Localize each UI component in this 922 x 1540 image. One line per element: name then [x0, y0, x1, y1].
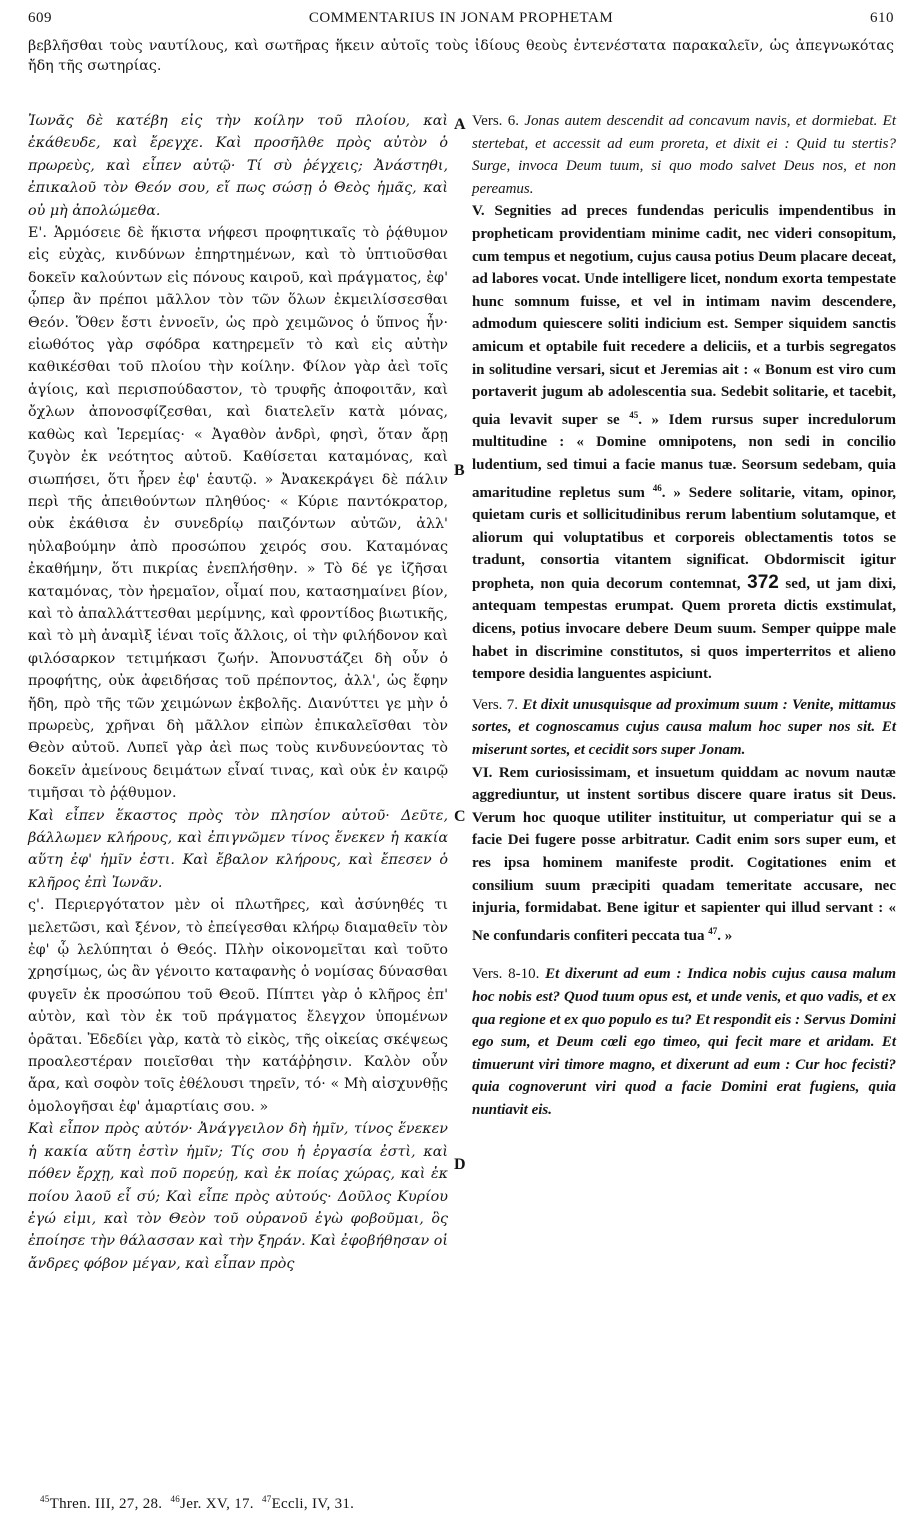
page-number-left: 609 — [28, 10, 52, 26]
section-marker-c: C — [454, 808, 466, 825]
intro-greek-text: βεβλῆσθαι τοὺς ναυτίλους, καὶ σωτῆρας ἥκειν αὐτοῖς τοὺς ἰδίους θεοὺς ἐντενέστατα παρακαλεῖν, ὡς ἀπεγνωκότας ἤδη τῆς σωτηρίας. — [28, 38, 894, 74]
footnote-ref-46: 46 — [652, 482, 662, 493]
commentary-text: V. Segnities ad preces fundendas periculis impendentibus in propheticam providentiam minime cadit, nec videri consopitum, cum tempus et negotium, cujus causa potius Deum placare deceat, ad labores vocat. Unde intelligere licet, nondum exorta tempestate hunc somnum fuisse, et vel in intimam navim descendere, admodum quiescere soliti indicium est. Semper siquidem sanctis amicum et optabile fuit recedere a deliciis, et a turbis segregatos in solitudine versari, sicut et Jeremias ait : « Bonum est viro cum portaverit jugum ab adolescentia sua. Sedebit solitarie, et tacebit, quia levavit super se — [472, 203, 896, 428]
verse-text: Et dixit unusquisque ad proximum suum : Venite, mittamus sortes, et cognoscamus cujus causa malum hoc super nos sit. Et miserunt sortes, et cecidit sors super Jonam. — [472, 696, 897, 759]
greek-column — [28, 110, 448, 1275]
latin-commentary-6 — [472, 762, 896, 948]
verse-text: Et dixerunt ad eum : Indica nobis cujus causa malum hoc nobis est? Quod tuum opus est, et unde venis, et quo vadis, et ex qua regione et ex quo populo es tu? Et respondit eis : Servus Domini ego sum, et Deum cœli ego timeo, qui fecit mare et aridam. Et timuerunt viri timore magno, et dixerunt ad eum : Cur hoc fecisti? quia cognoverunt viri quod a facie Domini erat fugiens, quia nuntiavit eis. — [472, 966, 897, 1118]
footnotes — [40, 1494, 354, 1513]
footnote-text: Jer. XV, 17. — [180, 1496, 254, 1512]
page-header — [28, 8, 894, 34]
footnote-ref-47: 47 — [708, 925, 718, 936]
latin-verse-6 — [472, 110, 896, 200]
section-marker-d: D — [454, 1156, 466, 1173]
page-number-right: 610 — [870, 10, 894, 26]
section-marker-a: A — [454, 116, 466, 133]
footnote-ref-45: 45 — [629, 409, 639, 420]
commentary-text: . » Idem rursus super incredulorum multitudine : « Domine omnipotens, non sedi in concilio ludentium, sed timui a facie manus tuæ. Seorsum sedebam, quia amaritudine repletus sum — [472, 411, 896, 501]
footnote-number: 46 — [170, 1494, 181, 1504]
column-number: 372 — [747, 571, 779, 593]
greek-verse-8: Καὶ εἶπον πρὸς αὐτόν· Ἀνάγγειλον δὴ ἡμῖν, τίνος ἕνεκεν ἡ κακία αὕτη ἐστὶν ἡμῖν; Τίς σου ἡ ἐργασία ἐστὶ, καὶ πόθεν ἔρχῃ, καὶ ποῦ πορεύῃ, καὶ ἐκ ποίας χώρας, καὶ ἐκ ποίου λαοῦ εἶ σύ; Καὶ εἶπε πρὸς αὐτούς· Δοῦλος Κυρίου ἐγώ εἰμι, καὶ τὸν Θεὸν τοῦ οὐρανοῦ ἐγὼ φοβοῦμαι, ὃς ἐποίησε τὴν θάλασσαν καὶ τὴν ξηράν. Καὶ ἐφοβήθησαν οἱ ἄνδρες φόβον μέγαν, καὶ εἶπαν πρὸς — [28, 1121, 448, 1272]
section-marker-b: B — [454, 462, 465, 479]
running-title: COMMENTARIUS IN JONAM PROPHETAM — [308, 10, 614, 26]
commentary-text: . » Sedere solitarie, vitam, opinor, quietam curis et sollicitudinibus rerum labentium solutamque, et aliorum qui voluptatibus et corporeis oblectamentis totos se tradunt, consortia vitantem significat. Obdormiscit igitur propheta, non quia decorum contemnat, — [472, 484, 896, 592]
commentary-text: . » — [717, 927, 733, 944]
verse-label: Vers. 6. — [472, 113, 519, 129]
latin-column — [472, 110, 896, 1122]
footnote-text: Eccli, IV, 31. — [271, 1496, 355, 1512]
commentary-text: sed, ut jam dixi, antequam tempestas erumpat. Quem proreta dictis exstimulat, dicens, potius invocare debere Deum suum. Semper quippe male habet in discrimine constitutos, si quos imperterritos et alieno tempore desidia languentes aspiciunt. — [472, 575, 896, 683]
verse-text: Jonas autem descendit ad concavum navis, et dormiebat. Et stertebat, et accessit ad eum proreta, et dixit ei : Quid tu stertis? Surge, invoca Deum tuum, si quo modo salvet Deus nos, et non pereamus. — [472, 113, 896, 197]
greek-commentary-6: ς'. Περιεργότατον μὲν οἱ πλωτῆρες, καὶ ἀσύνηθές τι μελετῶσι, καὶ ξένον, τὸ ἐπείγεσθαι κλήρῳ διαμαθεῖν τὸν ἐφ' ᾧ λελύπηται ὁ Θεός. Πλὴν οἰκονομεῖται καὶ τοῦτο χρησίμως, ὡς ἂν γένοιτο καταφανὴς ὁ νομίσας δύνασθαι φυγεῖν ἐκ προσώπου τοῦ Θεοῦ. Πίπτει γὰρ ὁ κλῆρος ἐπ' αὐτὸν, καὶ τὸν ἐκ τοῦ πράγματος ἔλεγχον ὑπομένων ὁρᾶται. Ἐδεδίει γὰρ, κατὰ τὸ εἰκὸς, τῆς οἰκείας σκέψεως προαλεστέραν ποιεῖσθαι τὴν κατάῤῥησιν. Καλὸν οὖν ἄρα, καὶ σοφὸν τοῖς ἐθέλουσι τηρεῖν, τό· « Μὴ αἰσχυνθῇς ὁμολογῆσαι ἐφ' ἁμαρτίαις σου. » — [28, 897, 448, 1115]
latin-verse-8-10 — [472, 963, 896, 1121]
footnote-number: 47 — [261, 1494, 272, 1504]
verse-label: Vers. 7. — [472, 696, 519, 713]
greek-verse-7: Καὶ εἶπεν ἕκαστος πρὸς τὸν πλησίον αὐτοῦ· Δεῦτε, βάλλωμεν κλήρους, καὶ ἐπιγνῶμεν τίνος ἕνεκεν ἡ κακία αὕτη ἐφ' ἡμῖν ἐστι. Καὶ ἔβαλον κλήρους, καὶ ἔπεσεν ὁ κλῆρος ἐπὶ Ἰωνᾶν. — [28, 807, 448, 891]
latin-commentary-5 — [472, 200, 896, 685]
commentary-text: VI. Rem curiosissimam, et insuetum quiddam ac novum nautæ aggrediuntur, ut instent sortibus discere quare iratus sit Deus. Verum hoc quoque utiliter instituitur, ut comperiatur qui se a facie Dei fugere posse arbitratur. Cadit enim sors super eum, et res ipsa hominem manifeste prodit. Cogitationes enim et consilium suum præcipiti quadam temeritate accusare, nec injuria, formidabat. Bene igitur et sapienter qui illud servant : « Ne confundaris confiteri peccata tua — [472, 764, 896, 944]
footnote-text: Thren. III, 27, 28. — [49, 1496, 163, 1512]
greek-verse-6: Ἰωνᾶς δὲ κατέβη εἰς τὴν κοίλην τοῦ πλοίου, καὶ ἐκάθευδε, καὶ ἔρεγχε. Καὶ προσῆλθε πρὸς αὐτὸν ὁ πρωρεὺς, καὶ εἶπεν αὐτῷ· Τί σὺ ῥέγχεις; Ἀνάστηθι, ἐπικαλοῦ τὸν Θεόν σου, εἴ πως σώσῃ ὁ Θεὸς ἡμᾶς, καὶ οὐ μὴ ἀπολώμεθα. — [28, 113, 448, 219]
greek-commentary-5: Ε'. Ἁρμόσειε δὲ ἥκιστα νήφεσι προφητικαῖς τὸ ῥᾴθυμον εἰς εὐχὰς, κινδύνων ἐπηρτημένων, καὶ τὸ ὑπτιοῦσθαι δοκεῖν καλούντων εἰς πόνους καιροῦ, καὶ πράγματος, ἐφ' ᾧπερ ἂν πρέποι μᾶλλον τὸν τῶν ὅλων ἐκμειλίσσεσθαι Θεόν. Ὅθεν ἔστι ἐννοεῖν, ὡς πρὸ χειμῶνος ὁ ὕπνος ἦν· εἰωθότος γὰρ σφόδρα κατηρεμεῖν τὸ καὶ εἰς αὐτὴν καθικέσθαι τοῦ πλοίου τὴν κοίλην. Φίλον γὰρ ἀεὶ τοῖς ἁγίοις, καὶ περισπούδαστον, τὸ τρυφῆς ἀποφοιτᾶν, καὶ ὄχλων ἀπονοσφίζεσθαι, καὶ διατελεῖν κατὰ μόνας, καθὼς καὶ Ἱερεμίας· « Ἀγαθὸν ἀνδρὶ, φησὶ, ὅταν ἄρῃ ζυγὸν ἐκ νεότητος αὐτοῦ. Καθίσεται καταμόνας, καὶ σιωπήσει, ὅτι ἦρεν ἐφ' ἑαυτῷ. » Ἀνακεκράγει δὲ πάλιν περὶ τῆς ἀπειθούντων πληθύος· « Κύριε παντόκρατορ, οὐκ ἐκάθισα ἐν συνεδρίῳ παιζόντων αὐτῶν, ἀλλ' ηὐλαβούμην ἀπὸ προσώπου χειρός σου. Καταμόνας ἐκαθήμην, ὅτι πικρίας ἐνεπλήσθην. » Τὸ δέ γε ἰζῆσαι καταμόνας, τὸν ἠρεμαῖον, οἶμαί που, κατασημαίνει βίον, καὶ τὸ ἀπαλλάττεσθαι μερίμνης, καὶ φροντίδος βιωτικῆς, καὶ τὸ μὴ ἀναμὶξ ἰέναι τοῖς ἄλλοις, οἱ τὴν φιλήδονον καὶ φιλόσαρκον τετιμήκασι ζωήν. Ἀπονυστάζει δὴ οὖν ὁ προφήτης, οὐκ ἀφειδήσας τοῦ πρέποντος, ἀλλ', ὡς ἔφην ἤδη, πρὸ τῆς τῶν χειμώνων ἐκβολῆς. Διανύττει γε μὴν ὁ πρωρεὺς, χρῆναι δὴ μᾶλλον εἰπὼν ἐπικαλεῖσθαι τὸν Θεὸν αὐτοῦ. Λυπεῖ γὰρ ἀεὶ πως τοὺς κινδυνεύοντας τὸ δοκεῖν ἀμείνους δειμάτων εἶναί τινας, καὶ οὐκ ἐν καιρῷ τιμῆσαι τὸ ῥᾴθυμον. — [28, 225, 448, 802]
verse-label: Vers. 8-10. — [472, 966, 540, 983]
footnote-number: 45 — [40, 1494, 50, 1504]
latin-verse-7 — [472, 694, 896, 762]
